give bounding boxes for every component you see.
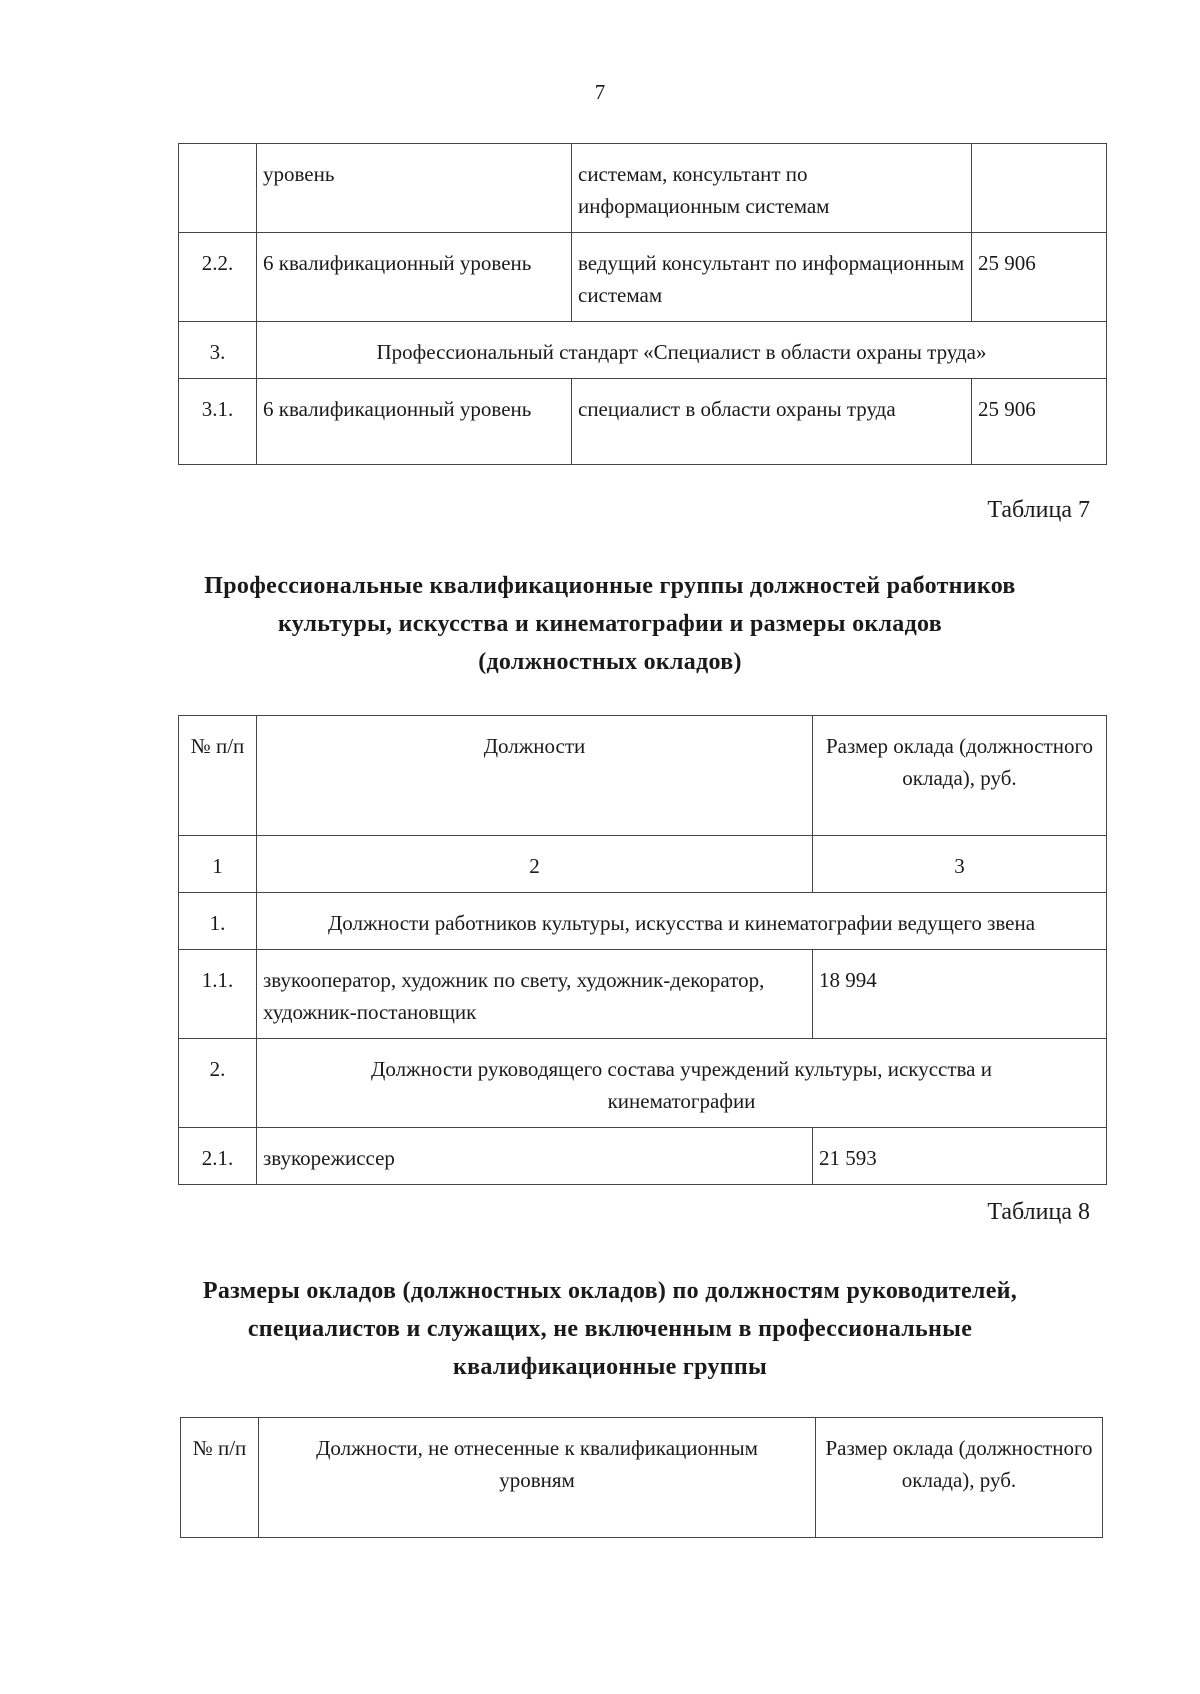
table-row [179,233,1107,322]
cell-num: 1.1. [179,950,257,1039]
cell-position: звукорежиссер [257,1128,813,1185]
cell-salary: 18 994 [813,950,1107,1039]
table-row [179,950,1107,1039]
cell-num: 3. [179,322,257,379]
cell-num [179,144,257,233]
table-row-group [179,322,1107,379]
header-position: Должности [257,716,813,836]
index-2: 2 [257,836,813,893]
table-7-label: Таблица 7 [987,497,1090,523]
table-header-row [179,716,1107,836]
cell-position: специалист в области охраны труда [572,379,972,465]
table-8-heading: Размеры окладов (должностных окладов) по должностям руководителей, специалистов и служащих, не включенным в профессиональные квалификационные группы [202,1278,1018,1380]
header-position: Должности, не отнесенные к квалификационным уровням [259,1418,816,1538]
group-title: Должности руководящего состава учреждений культуры, искусства и кинематографии [257,1039,1107,1128]
header-num: № п/п [179,716,257,836]
cell-level: уровень [257,144,572,233]
table-header-row [181,1418,1103,1538]
cell-num: 2.1. [179,1128,257,1185]
cell-salary: 25 906 [972,233,1107,322]
cell-num: 2. [179,1039,257,1128]
cell-salary: 21 593 [813,1128,1107,1185]
table-row [179,144,1107,233]
cell-salary [972,144,1107,233]
table-7-heading: Профессиональные квалификационные группы должностей работников культуры, искусства и кинематографии и размеры окладов (должностных окладов) [204,573,1016,675]
table-row-group [179,1039,1107,1128]
table-6-continued [178,143,1107,465]
cell-salary: 25 906 [972,379,1107,465]
page-number: 7 [594,80,606,104]
table-row [179,1128,1107,1185]
table-index-row [179,836,1107,893]
table-8-label: Таблица 8 [987,1199,1090,1225]
cell-num: 1. [179,893,257,950]
table-row [179,379,1107,465]
cell-position: ведущий консультант по информационным системам [572,233,972,322]
cell-num: 2.2. [179,233,257,322]
cell-level: 6 квалификационный уровень [257,379,572,465]
cell-num: 3.1. [179,379,257,465]
group-title: Должности работников культуры, искусства и кинематографии ведущего звена [257,893,1107,950]
table-row-group [179,893,1107,950]
header-num: № п/п [181,1418,259,1538]
cell-level: 6 квалификационный уровень [257,233,572,322]
cell-position: звукооператор, художник по свету, художник-декоратор, художник-постановщик [257,950,813,1039]
index-1: 1 [179,836,257,893]
group-title: Профессиональный стандарт «Специалист в области охраны труда» [257,322,1107,379]
header-salary: Размер оклада (должностного оклада), руб. [816,1418,1103,1538]
index-3: 3 [813,836,1107,893]
table-7 [178,715,1107,1185]
header-salary: Размер оклада (должностного оклада), руб. [813,716,1107,836]
cell-position: системам, консультант по информационным системам [572,144,972,233]
table-8 [180,1417,1103,1538]
